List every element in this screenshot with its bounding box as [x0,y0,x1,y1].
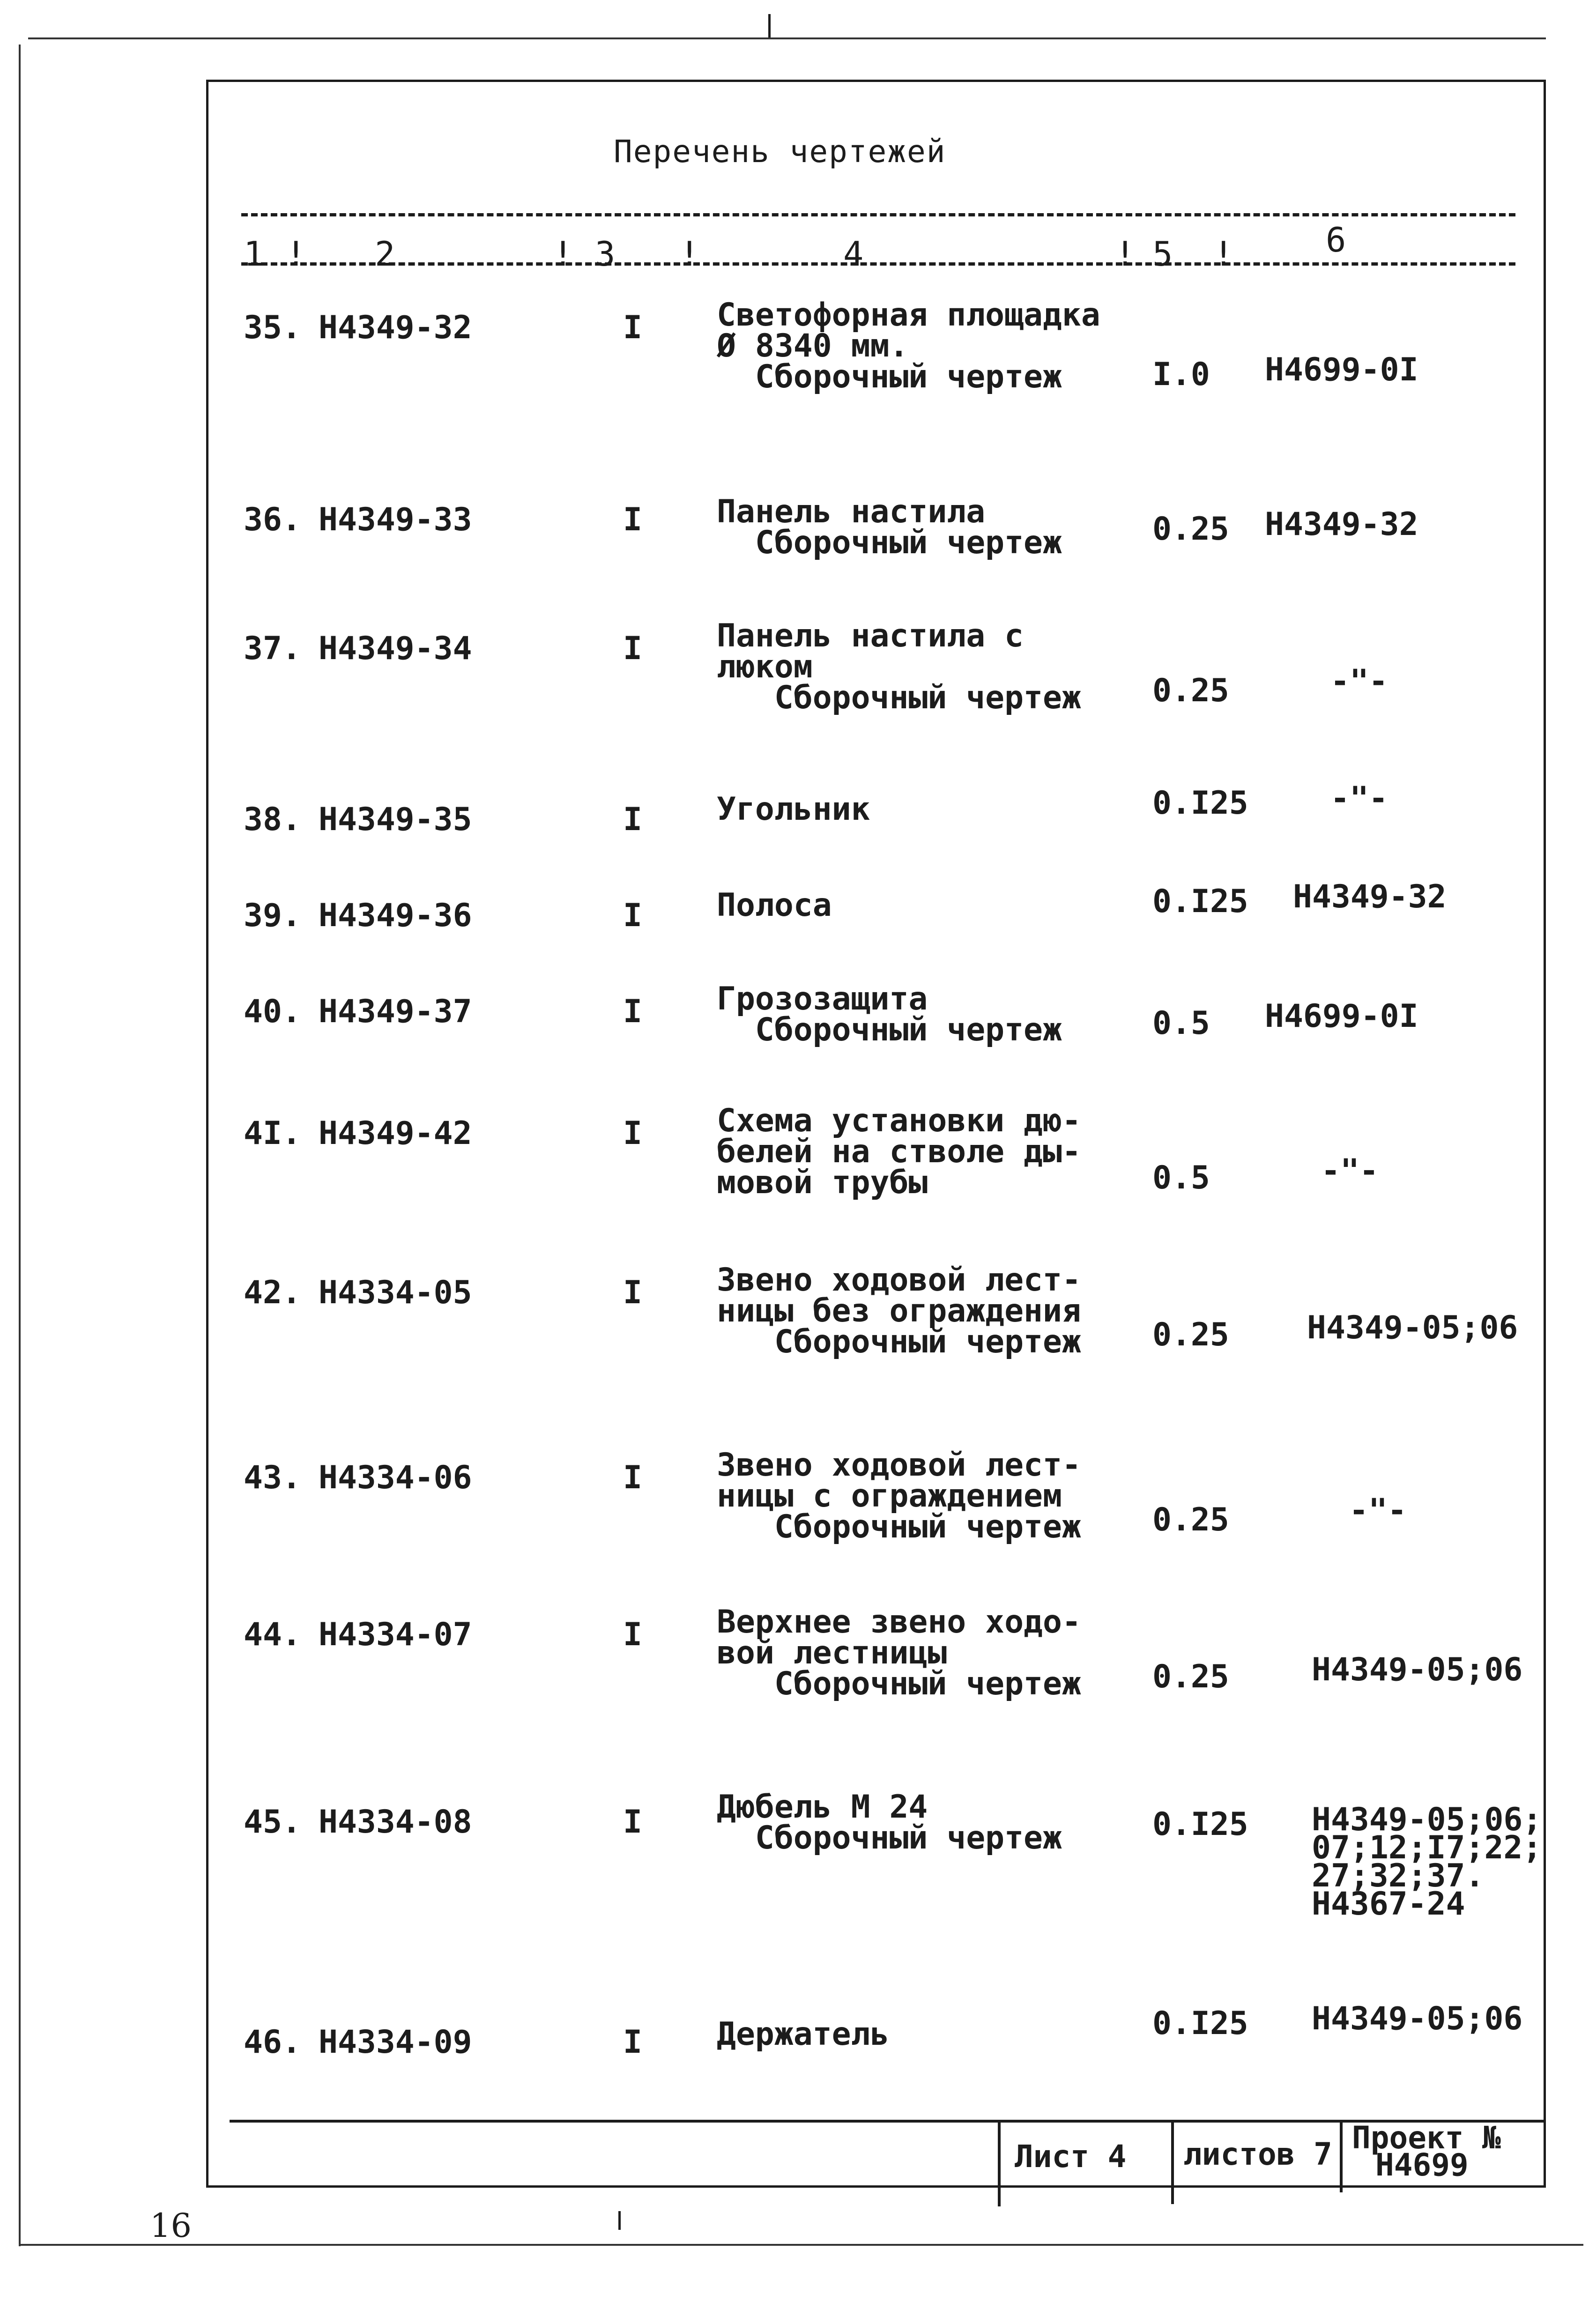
column-header-5: 5 [1152,234,1173,274]
sheet-count: I [623,801,642,838]
format-value: I.0 [1152,356,1210,393]
format-value: 0.25 [1152,1501,1229,1538]
row-number: 35. [244,309,301,346]
sheet-count: I [623,993,642,1030]
drawing-name: Схема установки дю- белей на стволе ды- мовой трубы [717,1102,1081,1201]
drawing-name: Светофорная площадка Ø 8340 мм. Сборочный чертеж [717,297,1100,395]
format-value: 0.I25 [1152,2005,1248,2042]
row-number: 43. [244,1459,301,1496]
drawing-name: Звено ходовой лест- ницы с ограждением Сборочный чертеж [717,1447,1081,1545]
drawing-name: Дюбель М 24 Сборочный чертеж [717,1789,1062,1856]
drawing-code: Н4334-09 [319,2024,472,2061]
row-number: 42. [244,1274,301,1311]
drawing-code: Н4349-36 [319,897,472,934]
reference: Н4349-32 [1265,506,1418,543]
drawing-code: Н4349-42 [319,1115,472,1152]
reference: Н4349-05;06 [1312,2000,1523,2037]
sheet-count: I [623,309,642,346]
format-value: 0.I25 [1152,883,1248,920]
reference: Н4349-05;06; 07;12;I7;22; 27;32;37. Н4367-24 [1312,1801,1542,1923]
drawing-code: Н4349-37 [319,993,472,1030]
drawing-name: Звено ходовой лест- ницы без ограждения Сборочный чертеж [717,1262,1081,1360]
row-number: 4I. [244,1115,301,1152]
project-info [1340,2120,1549,2192]
reference: Н4349-05;06 [1307,1309,1518,1346]
reference: -"- [1330,780,1388,817]
sheet-count: I [623,1115,642,1152]
row-number: 37. [244,630,301,667]
column-separator: ! [1115,234,1136,274]
format-value: 0.5 [1152,1005,1210,1042]
header-dash-top [241,213,1515,216]
column-header-1: 1 [244,234,264,274]
outer-border-top [28,37,1546,39]
project-label: Проект № [1352,2120,1501,2156]
drawing-name: Панель настила с люком Сборочный чертеж [717,617,1081,716]
format-value: 0.25 [1152,672,1229,709]
row-number: 39. [244,897,301,934]
sheet-number: Лист 4 [998,2120,1183,2206]
drawing-code: Н4349-32 [319,309,472,346]
header-dash-bottom [241,262,1515,266]
drawing-code: Н4334-06 [319,1459,472,1496]
format-value: 0.I25 [1152,785,1248,822]
column-header-6: 6 [1326,220,1346,260]
reference: -"- [1321,1152,1379,1189]
sheet-count: I [623,2024,642,2061]
reference: -"- [1330,663,1388,700]
column-separator: ! [679,234,700,274]
reference: Н4699-0I [1265,998,1418,1035]
sheet-count: I [623,630,642,667]
sheet-count: I [623,501,642,538]
format-value: 0.25 [1152,1658,1229,1695]
drawing-name: Панель настила Сборочный чертеж [717,493,1062,561]
outer-border-bottom [19,2244,1583,2246]
drawing-code: Н4334-05 [319,1274,472,1311]
sheet-count: I [623,897,642,934]
column-header-4: 4 [843,234,864,274]
row-number: 40. [244,993,301,1030]
column-header-2: 2 [375,234,395,274]
column-separator: ! [1213,234,1234,274]
binding-mark-bottom [618,2211,621,2230]
row-number: 46. [244,2024,301,2061]
column-separator: ! [286,234,306,274]
handwritten-note: 16 [150,2206,192,2245]
row-number: 44. [244,1616,301,1653]
drawing-code: Н4334-07 [319,1616,472,1653]
drawing-name: Полоса [717,887,832,924]
drawing-name: Верхнее звено ходо- вой лестницы Сборочный чертеж [717,1604,1081,1702]
format-value: 0.I25 [1152,1806,1248,1843]
drawing-name: Грозозащита Сборочный чертеж [717,980,1062,1048]
sheet-count: I [623,1459,642,1496]
format-value: 0.5 [1152,1159,1210,1196]
project-number: Н4699 [1375,2147,1469,2183]
column-header-3: 3 [595,234,616,274]
row-number: 45. [244,1804,301,1841]
row-number: 36. [244,501,301,538]
outer-border-left [19,45,21,2246]
sheet-count: I [623,1804,642,1841]
drawing-code: Н4349-35 [319,801,472,838]
drawing-code: Н4349-34 [319,630,472,667]
binding-mark-top [768,14,771,37]
drawing-code: Н4334-08 [319,1804,472,1841]
drawing-code: Н4349-33 [319,501,472,538]
row-number: 38. [244,801,301,838]
column-separator: ! [553,234,573,274]
reference: Н4699-0I [1265,351,1418,388]
page-title: Перечень чертежей [614,134,946,170]
sheet-count: I [623,1274,642,1311]
drawing-name: Угольник [717,791,870,828]
drawing-name: Держатель [717,2016,890,2053]
reference: Н4349-05;06 [1312,1651,1523,1688]
format-value: 0.25 [1152,511,1229,548]
reference: Н4349-32 [1293,878,1447,915]
sheet-total: листов 7 [1171,2120,1343,2204]
sheet-count: I [623,1616,642,1653]
format-value: 0.25 [1152,1316,1229,1353]
reference: -"- [1349,1492,1407,1529]
